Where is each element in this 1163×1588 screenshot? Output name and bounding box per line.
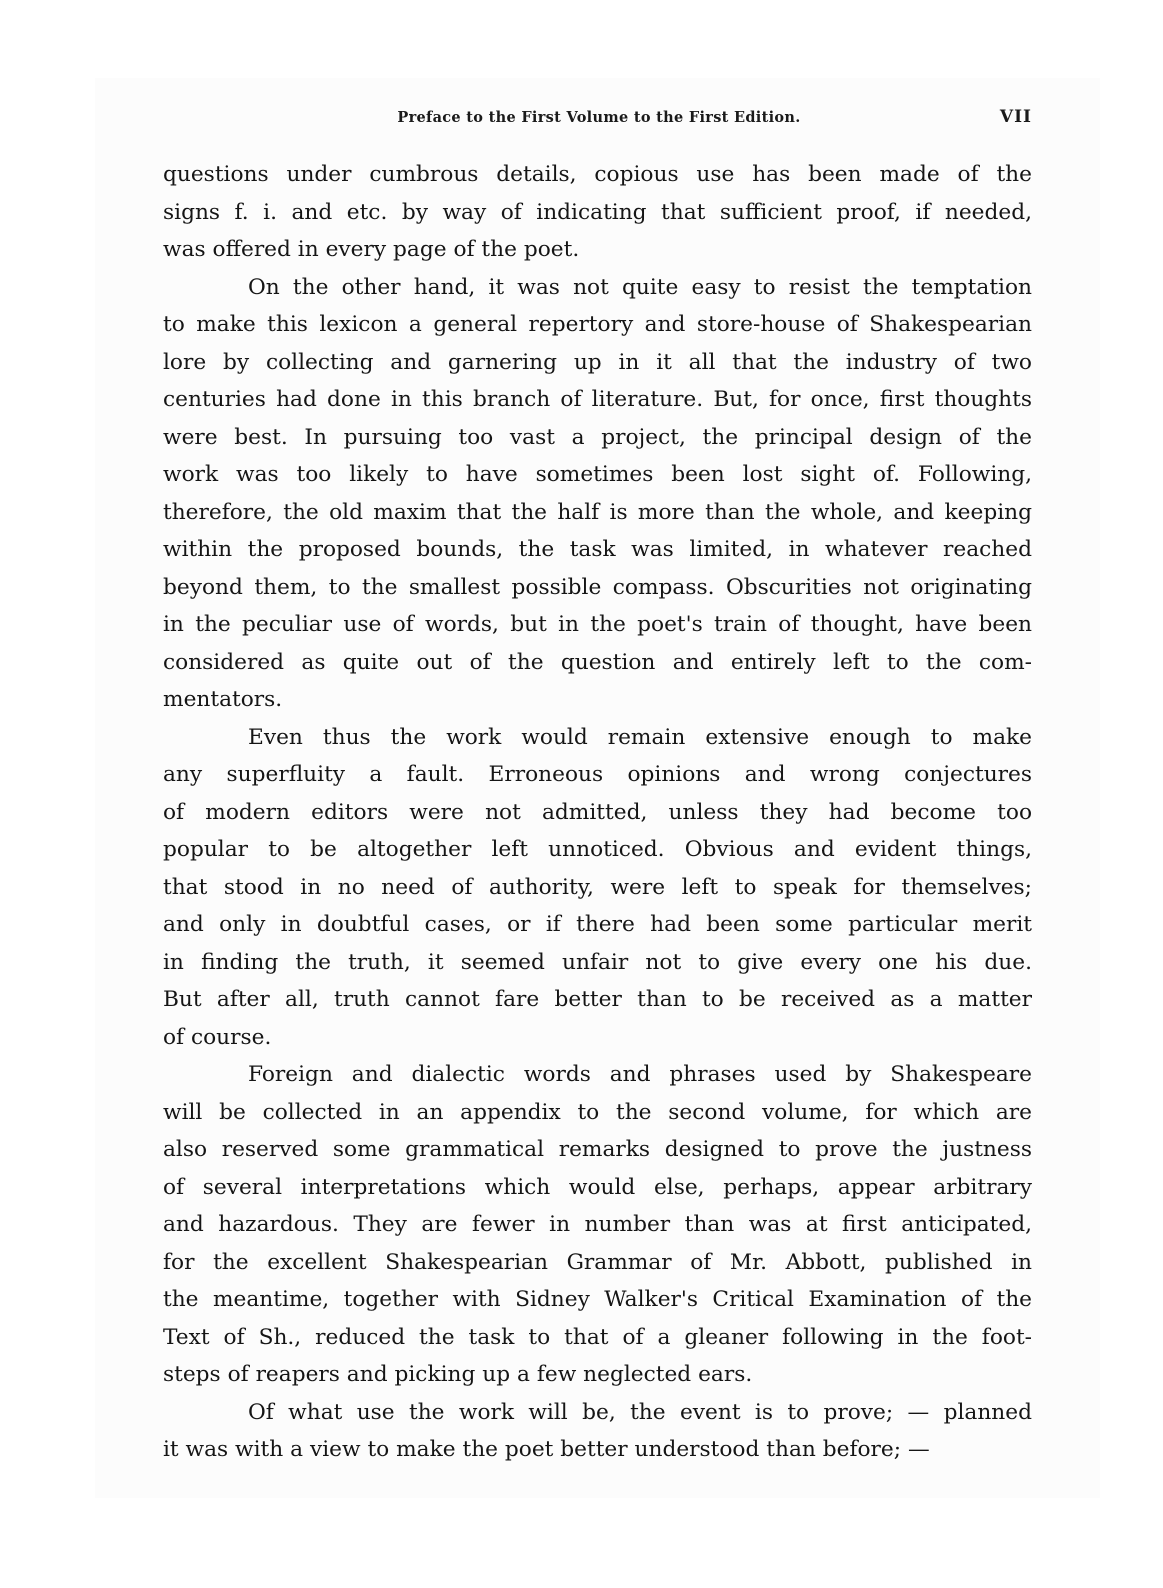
text-line: Text of Sh., reduced the task to that of a gleaner following in the foot-	[163, 1324, 1032, 1350]
text-line: was offered in every page of the poet.	[163, 237, 580, 262]
text-line: and only in doubtful cases, or if there had been some particular merit	[163, 912, 1032, 937]
text-line: that stood in no need of authority, were left to speak for themselves;	[163, 874, 1032, 900]
text-line: But after all, truth cannot fare better than to be received as a matter	[163, 987, 1032, 1012]
paragraph	[163, 156, 1032, 269]
text-line: considered as quite out of the question and entirely left to the com-	[163, 649, 1032, 675]
text-line: in finding the truth, it seemed unfair not to give every one his due.	[163, 949, 1032, 975]
text-line: Even thus the work would remain extensive enough to make	[248, 724, 1032, 750]
paragraph	[163, 719, 1032, 1057]
text-line: steps of reapers and picking up a few neglected ears.	[163, 1362, 753, 1387]
text-line: therefore, the old maxim that the half is more than the whole, and keeping	[163, 499, 1032, 525]
text-line: Foreign and dialectic words and phrases used by Shakespeare	[248, 1062, 1032, 1087]
text-line: of modern editors were not admitted, unless they had become too	[163, 799, 1032, 825]
text-line: will be collected in an appendix to the second volume, for which are	[163, 1099, 1032, 1125]
running-header	[166, 107, 1032, 131]
text-line: popular to be altogether left unnoticed. Obvious and evident things,	[163, 837, 1032, 862]
text-line: any superfluity a fault. Erroneous opinions and wrong conjectures	[163, 762, 1032, 787]
paragraph	[163, 269, 1032, 719]
text-line: it was with a view to make the poet better understood than before; —	[163, 1437, 930, 1462]
body-text	[163, 156, 1032, 1469]
text-line: of course.	[163, 1024, 272, 1050]
running-header-title: Preface to the First Volume to the First Edition.	[397, 109, 801, 126]
text-line: within the proposed bounds, the task was limited, in whatever reached	[163, 537, 1032, 562]
text-line: questions under cumbrous details, copious use has been made of the	[163, 162, 1032, 187]
text-line: for the excellent Shakespearian Grammar of Mr. Abbott, published in	[163, 1249, 1032, 1275]
paragraph	[163, 1394, 1032, 1469]
text-line: Of what use the work will be, the event is to prove; — planned	[248, 1399, 1032, 1425]
text-line: were best. In pursuing too vast a project, the principal design of the	[163, 424, 1032, 450]
text-line: and hazardous. They are fewer in number than was at first anticipated,	[163, 1212, 1032, 1237]
text-line: work was too likely to have sometimes been lost sight of. Following,	[163, 462, 1032, 487]
text-line: beyond them, to the smallest possible compass. Obscurities not originating	[163, 574, 1032, 600]
paragraph	[163, 1056, 1032, 1394]
text-line: the meantime, together with Sidney Walker's Critical Examination of the	[163, 1287, 1032, 1312]
text-line: lore by collecting and garnering up in it all that the industry of two	[163, 349, 1032, 375]
text-line: of several interpretations which would else, perhaps, appear arbitrary	[163, 1174, 1032, 1200]
text-line: On the other hand, it was not quite easy to resist the temptation	[248, 274, 1032, 300]
page-number: VII	[999, 107, 1032, 127]
text-line: in the peculiar use of words, but in the poet's train of thought, have been	[163, 612, 1032, 637]
text-line: centuries had done in this branch of literature. But, for once, first thoughts	[163, 387, 1032, 412]
text-line: also reserved some grammatical remarks designed to prove the justness	[163, 1137, 1032, 1162]
text-line: mentators.	[163, 687, 283, 712]
text-line: signs f. i. and etc. by way of indicating that sufficient proof, if needed,	[163, 199, 1032, 225]
text-line: to make this lexicon a general repertory and store-house of Shakespearian	[163, 312, 1032, 337]
